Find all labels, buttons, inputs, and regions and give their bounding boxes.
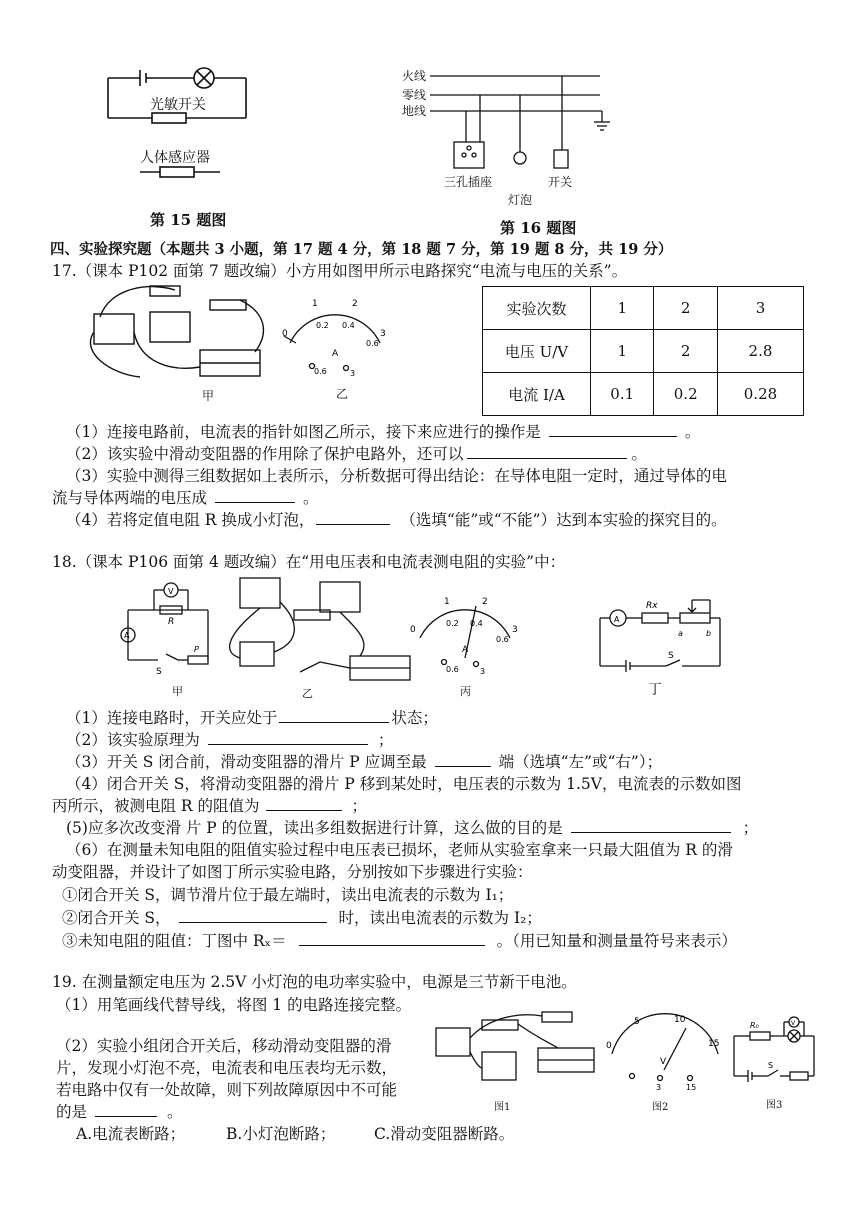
fig16-bulb-label: 灯泡 [508,193,533,207]
q17-meter-tick-3: 3 [380,329,386,339]
fig16-caption: 第 16 题图 [500,219,577,237]
q18-part5: (5)应多次改变滑 片 P 的位置，读出多组数据进行计算，这么做的目的是 ； [66,819,759,837]
answer-blank[interactable] [299,931,485,946]
q17-fig-jia-label: 甲 [202,389,215,403]
q19-stem: 19. 在测量额定电压为 2.5V 小灯泡的电功率实验中，电源是三节新干电池。 [52,973,577,991]
q18-jia-switch-s: S [156,667,162,677]
answer-blank[interactable] [571,818,731,833]
q17-meter-tick-06: 0.6 [366,339,379,348]
q18-ding-b: b [706,629,712,638]
table-cell: 2 [654,330,717,373]
section-heading: 四、实验探究题（本题共 3 小题，第 17 题 4 分，第 18 题 7 分，第 19 题 8 分，共 19 分） [50,241,673,258]
fig16-live-label: 火线 [402,69,427,83]
q17-fig-yi-label: 乙 [336,387,349,401]
table-row [483,287,804,330]
q17-meter-tick-02: 0.2 [316,321,329,330]
q18-ding-s: S [668,651,674,661]
q19-part1: （1）用笔画线代替导线，将图 1 的电路连接完整。 [56,996,412,1014]
q18-step1: ①闭合开关 S，调节滑片位于最左端时，读出电流表的示数为 I₁； [62,886,514,904]
q18-meter-tick-04: 0.4 [470,619,483,628]
q19-option-a: A.电流表断路； [76,1125,186,1143]
q18-ding-rx: Rx [646,601,658,611]
q18-jia-ammeter-a: A [124,631,130,640]
q18-meter-tick-06: 0.6 [496,635,509,644]
q19-fig2-meter [604,1014,724,1090]
q19-meter-term-3: 3 [656,1083,662,1092]
q17-meter-tick-04: 0.4 [342,321,355,330]
q19-part2c: 若电路中仅有一处故障，则下列故障原因中不可能 [56,1081,398,1099]
q18-part4a: （4）闭合开关 S，将滑动变阻器的滑片 P 移到某处时，电压表的示数为 1.5V，电流表的示数如图 [66,775,742,793]
answer-blank[interactable] [467,444,627,459]
q17-meter-tick-2: 2 [352,299,358,309]
q17-data-table [482,286,804,416]
q19-meter-tick-0: 0 [606,1041,612,1051]
q18-part2: （2）该实验原理为 ； [66,731,394,749]
q19-option-c: C.滑动变阻器断路。 [374,1125,515,1143]
q17-stem: 17.（课本 P102 面第 7 题改编）小方用如图甲所示电路探究“电流与电压的关系”。 [52,262,628,280]
q18-meter-tick-2: 2 [482,597,488,607]
q17-part1: （1）连接电路前，电流表的指针如图乙所示，接下来应进行的操作是 。 [66,423,701,441]
answer-blank[interactable] [179,908,327,923]
table-cell: 2.8 [717,330,803,373]
q17-meter-tick-1: 1 [312,299,318,309]
q18-stem: 18.（课本 P106 面第 4 题改编）在“用电压表和电流表测电阻的实验”中： [52,553,566,571]
q18-jia-slider-p: P [194,645,199,654]
fig16-neutral-label: 零线 [402,88,427,102]
table-cell: 电压 U/V [483,330,591,373]
q17-part3a: （3）实验中测得三组数据如上表所示，分析数据可得出结论：在导体电阻一定时，通过导体的电 [66,467,727,485]
q18-fig-ding-circuit [596,596,726,676]
fig15-sensor-label: 人体感应器 [140,150,210,166]
q18-fig-yi-apparatus [220,572,420,688]
q18-meter-tick-3: 3 [512,625,518,635]
q18-fig-ding-label: 丁 [648,682,662,698]
q18-meter-term-06: 0.6 [446,665,459,674]
q18-part1: （1）连接电路时，开关应处于 状态； [66,709,438,727]
table-row [483,330,804,373]
q18-meter-tick-1: 1 [444,597,450,607]
q19-meter-tick-10: 10 [674,1015,686,1025]
table-cell: 1 [591,287,654,330]
q18-meter-tick-02: 0.2 [446,619,459,628]
q17-meter-term-06: 0.6 [314,367,327,376]
fig15-caption: 第 15 题图 [150,211,227,229]
answer-blank[interactable] [215,488,295,503]
q19-fig3-v: V [791,1020,796,1027]
q19-fig1-apparatus [428,1008,604,1108]
q18-fig-yi-label: 乙 [302,687,313,700]
q18-ding-a: a [678,629,683,638]
table-cell: 0.28 [717,373,803,416]
q18-part3: （3）开关 S 闭合前，滑动变阻器的滑片 P 应调至最 端（选填“左”或“右”）； [66,753,663,771]
answer-blank[interactable] [279,708,389,723]
answer-blank[interactable] [435,752,491,767]
q18-meter-unit: A [462,645,469,655]
q19-part2a: （2）实验小组闭合开关后，移动滑动变阻器的滑 [56,1037,392,1055]
q19-fig3-s: S [768,1061,774,1070]
q17-fig-yi-meter [280,298,390,388]
fig15-switch-label: 光敏开关 [150,97,206,113]
q17-fig-jia-apparatus [80,282,280,392]
table-cell: 3 [717,287,803,330]
q18-jia-resistor-r: R [168,617,175,627]
q19-fig2-label: 图2 [652,1102,669,1113]
q19-part2b: 片，发现小灯泡不亮，电流表和电压表均无示数， [56,1059,398,1077]
table-cell: 电流 I/A [483,373,591,416]
q19-meter-tick-15: 15 [708,1039,720,1049]
q19-meter-term-15: 15 [686,1083,697,1092]
answer-blank[interactable] [549,422,677,437]
q19-meter-unit: V [660,1057,667,1067]
q19-fig3-r0: R₀ [750,1021,759,1030]
fig16-switch-label: 开关 [548,175,573,189]
q18-meter-term-3: 3 [480,667,486,676]
q17-part2: （2）该实验中滑动变阻器的作用除了保护电路外，还可以 。 [66,445,647,463]
q19-fig3-circuit [728,1018,820,1088]
q18-part4b: 丙所示，被测电阻 R 的阻值为 ； [52,797,368,815]
q19-option-b: B.小灯泡断路； [226,1125,336,1143]
q17-part3b: 流与导体两端的电压成 。 [52,489,319,507]
q19-meter-tick-5: 5 [634,1017,640,1027]
q17-meter-tick-0: 0 [282,329,288,339]
table-cell: 1 [591,330,654,373]
q19-part2d: 的是 。 [56,1103,183,1121]
q18-meter-tick-0: 0 [410,625,416,635]
q18-fig-jia-label: 甲 [172,685,183,698]
fig16-ground-label: 地线 [402,104,427,118]
answer-blank[interactable] [266,796,342,811]
fig16-socket-label: 三孔插座 [444,175,493,189]
table-cell: 2 [654,287,717,330]
q18-fig-bing-label: 丙 [460,685,471,698]
table-cell: 0.1 [591,373,654,416]
fig16-wiring [430,60,620,180]
q19-fig3-label: 图3 [766,1100,783,1111]
q18-step2: ②闭合开关 S， 时，读出电流表的示数为 I₂； [62,909,542,927]
answer-blank[interactable] [316,510,390,525]
q17-meter-unit: A [332,349,339,359]
q18-step3: ③未知电阻的阻值：丁图中 Rₓ＝ 。（用已知量和测量量符号来表示） [62,932,737,950]
q19-fig1-label: 图1 [494,1102,511,1113]
q18-fig-bing-meter [410,596,520,682]
fig15-circuit [100,60,250,190]
table-row [483,373,804,416]
answer-blank[interactable] [95,1102,157,1117]
q17-meter-term-3: 3 [350,369,356,378]
table-cell: 0.2 [654,373,717,416]
q18-ding-ammeter-a: A [614,615,620,624]
q17-part4: （4）若将定值电阻 R 换成小灯泡， （选填“能”或“不能”）达到本实验的探究目的。 [66,511,727,529]
q18-part6a: （6）在测量未知电阻的阻值实验过程中电压表已损坏，老师从实验室拿来一只最大阻值为 R 的滑 [66,841,733,859]
table-cell: 实验次数 [483,287,591,330]
q18-jia-voltmeter-v: V [168,587,174,596]
answer-blank[interactable] [208,730,368,745]
q18-fig-jia-circuit [118,580,218,680]
q18-part6b: 动变阻器，并设计了如图丁所示实验电路，分别按如下步骤进行实验： [52,863,533,881]
